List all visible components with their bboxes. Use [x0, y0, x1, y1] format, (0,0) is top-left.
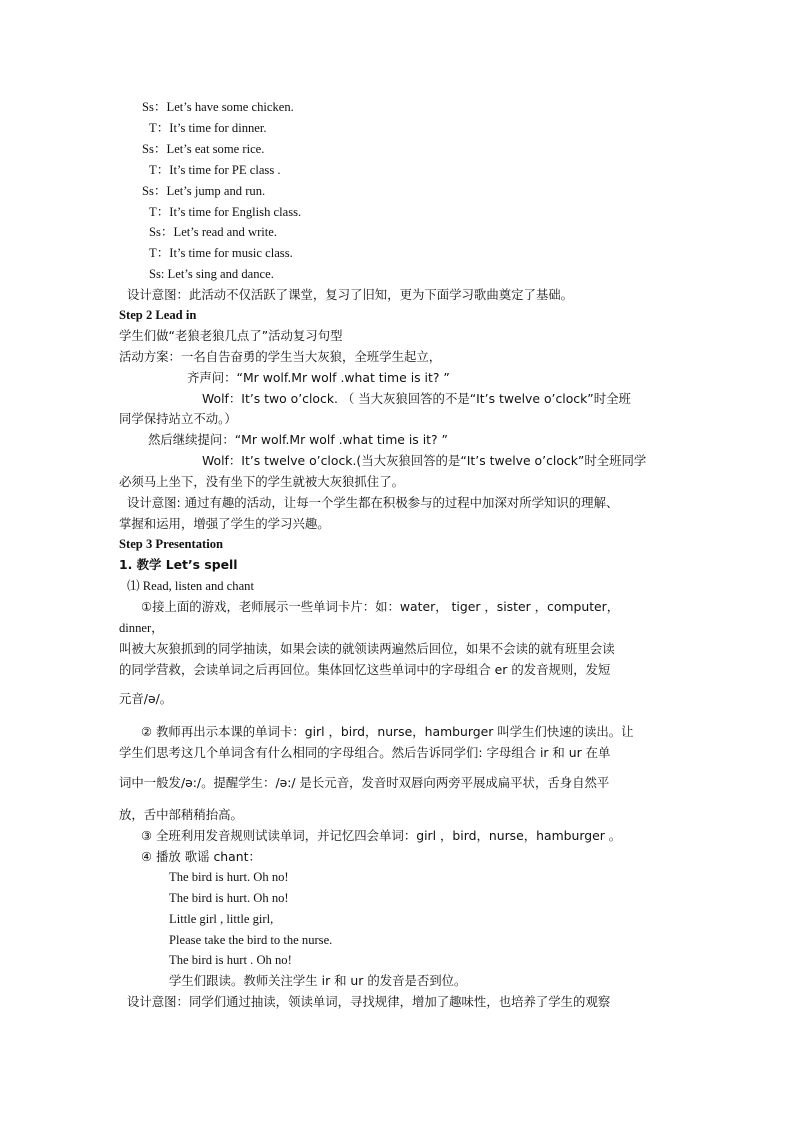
step3-line-1: ⑴ Read, listen and chant — [127, 579, 254, 593]
step2-line-7: Wolf：It’s twelve o’clock.(当大灰狼回答的是“It’s twelve o’clock”时全班同学 — [202, 453, 647, 468]
dialogue-line-6: T：It’s time for English class. — [149, 205, 302, 219]
dialogue-line-9: Ss: Let’s sing and dance. — [149, 267, 274, 281]
chant-line-2: The bird is hurt. Oh no! — [169, 891, 289, 905]
design-intent-2-line-1: 设计意图: 通过有趣的活动，让每一个学生都在积极参与的过程中加深对所学知识的理解、 — [127, 495, 619, 510]
step3-line-13: 学生们跟读。教师关注学生 ir 和 ur 的发音是否到位。 — [169, 973, 467, 988]
step2-line-1: 学生们做“老狼老狼几点了”活动复习句型 — [119, 328, 343, 343]
step3-line-4: 叫被大灰狼抓到的同学抽读，如果会读的就领读两遍然后回位，如果不会读的就有班里会读 — [119, 641, 615, 656]
dialogue-line-3: Ss：Let’s eat some rice. — [142, 142, 265, 156]
step2-line-3: 齐声问：“Mr wolf.Mr wolf .what time is it? ” — [187, 370, 450, 385]
step3-line-6: 元音/ə/。 — [119, 691, 173, 706]
step2-line-6: 然后继续提问：“Mr wolf.Mr wolf .what time is it? ” — [148, 432, 448, 447]
step3-subheading: 1. 教学 Let’s spell — [119, 557, 238, 572]
step2-line-4: Wolf：It’s two o’clock. （ 当大灰狼回答的不是“It’s twelve o’clock”时全班 — [202, 391, 631, 406]
step3-line-10: 放，舌中部稍稍抬高。 — [119, 807, 243, 822]
step2-line-8: 必须马上坐下，没有坐下的学生就被大灰狼抓住了。 — [119, 474, 404, 489]
chant-line-1: The bird is hurt. Oh no! — [169, 870, 289, 884]
dialogue-line-2: T：It’s time for dinner. — [149, 121, 267, 135]
dialogue-line-5: Ss：Let’s jump and run. — [142, 184, 266, 198]
chant-line-4: Please take the bird to the nurse. — [169, 933, 333, 947]
dialogue-line-1: Ss：Let’s have some chicken. — [142, 100, 294, 114]
design-intent-1: 设计意图：此活动不仅活跃了课堂，复习了旧知，更为下面学习歌曲奠定了基础。 — [127, 287, 574, 302]
dialogue-line-7: Ss：Let’s read and write. — [149, 225, 278, 239]
step3-line-3: dinner， — [119, 621, 164, 635]
step2-heading: Step 2 Lead in — [119, 308, 197, 322]
step3-heading: Step 3 Presentation — [119, 537, 224, 551]
step3-line-8: 学生们思考这几个单词含有什么相同的字母组合。然后告诉同学们: 字母组合 ir 和 ur 在单 — [119, 745, 611, 760]
chant-line-3: Little girl , little girl, — [169, 912, 274, 926]
step3-line-9: 词中一般发/ə:/。提醒学生：/ə:/ 是长元音，发音时双唇向两旁平展成扁平状，舌身自然平 — [119, 775, 610, 790]
design-intent-3: 设计意图：同学们通过抽读，领读单词，寻找规律，增加了趣味性，也培养了学生的观察 — [127, 994, 611, 1009]
step3-line-2: ①接上面的游戏，老师展示一些单词卡片：如：water， tiger ，sister ，computer， — [141, 599, 620, 614]
step3-line-12: ④ 播放 歌谣 chant： — [141, 849, 261, 864]
chant-line-5: The bird is hurt . Oh no! — [169, 953, 292, 967]
dialogue-line-4: T：It’s time for PE class . — [149, 163, 281, 177]
design-intent-2-line-2: 掌握和运用，增强了学生的学习兴趣。 — [119, 516, 330, 531]
step2-line-5: 同学保持站立不动。） — [119, 411, 237, 426]
step2-line-2: 活动方案：一名自告奋勇的学生当大灰狼，全班学生起立， — [119, 349, 442, 364]
step3-line-11: ③ 全班利用发音规则试读单词，并记忆四会单词：girl ，bird，nurse，hamburger 。 — [141, 828, 622, 843]
step3-line-7: ② 教师再出示本课的单词卡：girl ，bird，nurse，hamburger 叫学生们快速的读出。让 — [141, 724, 634, 739]
step3-line-5: 的同学营救，会读单词之后再回位。集体回忆这些单词中的字母组合 er 的发音规则，发短 — [119, 662, 611, 677]
dialogue-line-8: T：It’s time for music class. — [149, 246, 293, 260]
